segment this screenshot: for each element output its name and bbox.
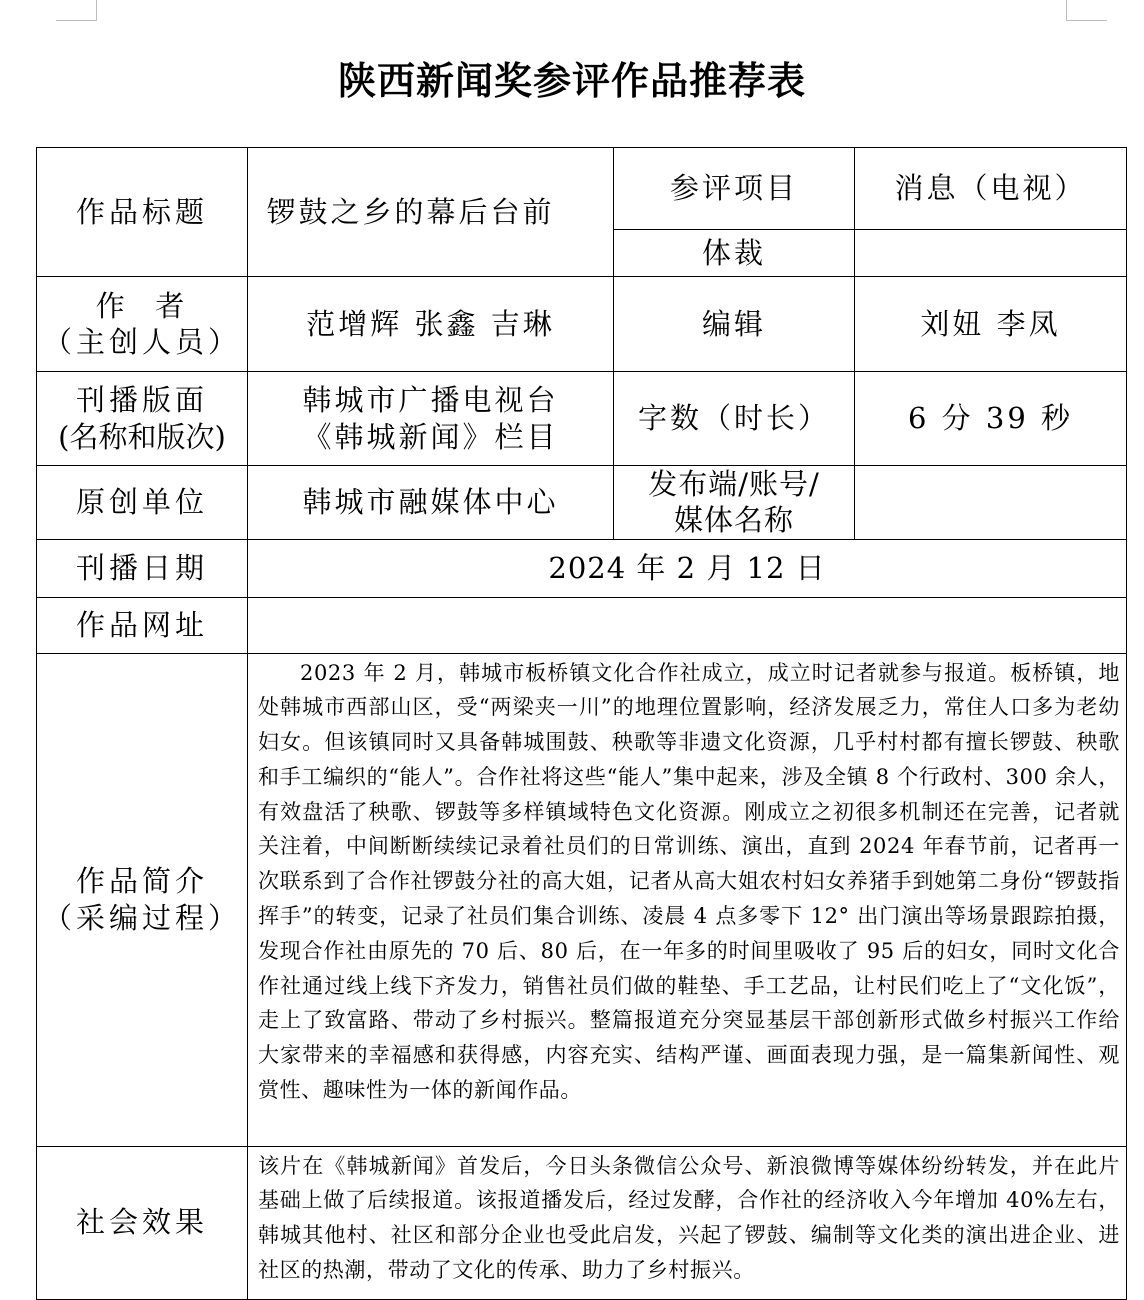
value-broadcast-section [248,372,614,466]
value-url [248,597,1127,653]
label-publish-platform [614,466,855,540]
value-social-effect [248,1146,1127,1299]
value-category: 消息（电视） [855,148,1127,230]
crop-mark-top-left-h [56,20,97,21]
label-broadcast-section [37,372,248,466]
label-broadcast-section-line1: 刊播版面 [75,383,208,418]
crop-mark-top-left-v [96,0,97,20]
summary-paragraph: 2023 年 2 月，韩城市板桥镇文化合作社成立，成立时记者就参与报道。板桥镇，地处韩城市西部山区，受“两梁夹一川”的地理位置影响，经济发展乏力，常住人口多为老幼妇女。但该镇同时又具备韩城围鼓、秧歌等非遗文化资源，几乎村村都有擅长锣鼓、秧歌和手工编织的“能人”。合作社将这些“能人”集中起来，涉及全镇 8 个行政村、300 余人，有效盘活了秧歌、锣鼓等多样镇域特色文化资源。刚成立之初很多机制还在完善，记者就关注着，中间断断续续记录着社员们的日常训练、演出，直到 2024 年春节前，记者再一次联系到了合作社锣鼓分社的高大姐，记者从高大姐农村妇女养猪手到她第二身份“锣鼓指挥手”的转变，记录了社员们集合训练、凌晨 4 点多零下 12° 出门演出等场景跟踪拍摄，发现合作社由原先的 70 后、80 后，在一年多的时间里吸收了 95 后的妇女，同时文化合作社通过线上线下齐发力，销售社员们做的鞋垫、手工艺品，让村民们吃上了“文化饭”，走上了致富路、带动了乡村振兴。整篇报道充分突显基层干部创新形式做乡村振兴工作给大家带来的幸福感和获得感，内容充实、结构严谨、画面表现力强，是一篇集新闻性、观赏性、趣味性为一体的新闻作品。 [258,660,1120,1103]
value-broadcast-section-line2: 《韩城新闻》栏目 [302,419,559,454]
label-original-unit: 原创单位 [37,466,248,540]
value-genre [855,230,1127,277]
value-author: 范增辉 张鑫 吉琳 [248,277,614,372]
label-summary-line1: 作品简介 [75,864,208,899]
label-publish-platform-line2: 媒体名称 [673,503,794,538]
recommendation-form-table [36,147,1127,1300]
label-title: 作品标题 [37,148,248,277]
value-broadcast-date: 2024 年 2 月 12 日 [248,539,1127,597]
label-category: 参评项目 [614,148,855,230]
label-url: 作品网址 [37,597,248,653]
label-editor: 编辑 [614,277,855,372]
label-publish-platform-line1: 发布端/账号/ [648,467,820,501]
label-author-line1: 作 者 [95,288,189,323]
value-publish-platform [855,466,1127,540]
document-title: 陕西新闻奖参评作品推荐表 [337,59,806,103]
label-author-line2: （主创人员） [42,325,241,359]
crop-mark-top-right-h [1066,20,1107,21]
label-author [37,277,248,372]
value-editor: 刘妞 李凤 [855,277,1127,372]
crop-mark-top-right-v [1066,0,1067,20]
social-effect-paragraph: 该片在《韩城新闻》首发后，今日头条微信公众号、新浪微博等媒体纷纷转发，并在此片基础上做了后续报道。该报道播发后，经过发酵，合作社的经济收入今年增加 40%左右，韩城其他村、社区和部分企业也受此启发，兴起了锣鼓、编制等文化类的演出进企业、进社区的热潮，带动了文化的传承、助力了乡村振兴。 [258,1153,1120,1282]
label-broadcast-section-line2: (名称和版次) [58,419,226,454]
label-social-effect: 社会效果 [37,1146,248,1299]
value-broadcast-section-line1: 韩城市广播电视台 [302,383,559,418]
label-summary-line2: （采编过程） [42,900,241,935]
value-title: 锣鼓之乡的幕后台前 [248,148,614,277]
value-word-count: 6 分 39 秒 [855,372,1127,466]
label-broadcast-date: 刊播日期 [37,539,248,597]
label-word-count: 字数（时长） [614,372,855,466]
value-original-unit: 韩城市融媒体中心 [248,466,614,540]
label-genre: 体裁 [614,230,855,277]
value-summary [248,653,1127,1146]
label-summary [37,653,248,1146]
